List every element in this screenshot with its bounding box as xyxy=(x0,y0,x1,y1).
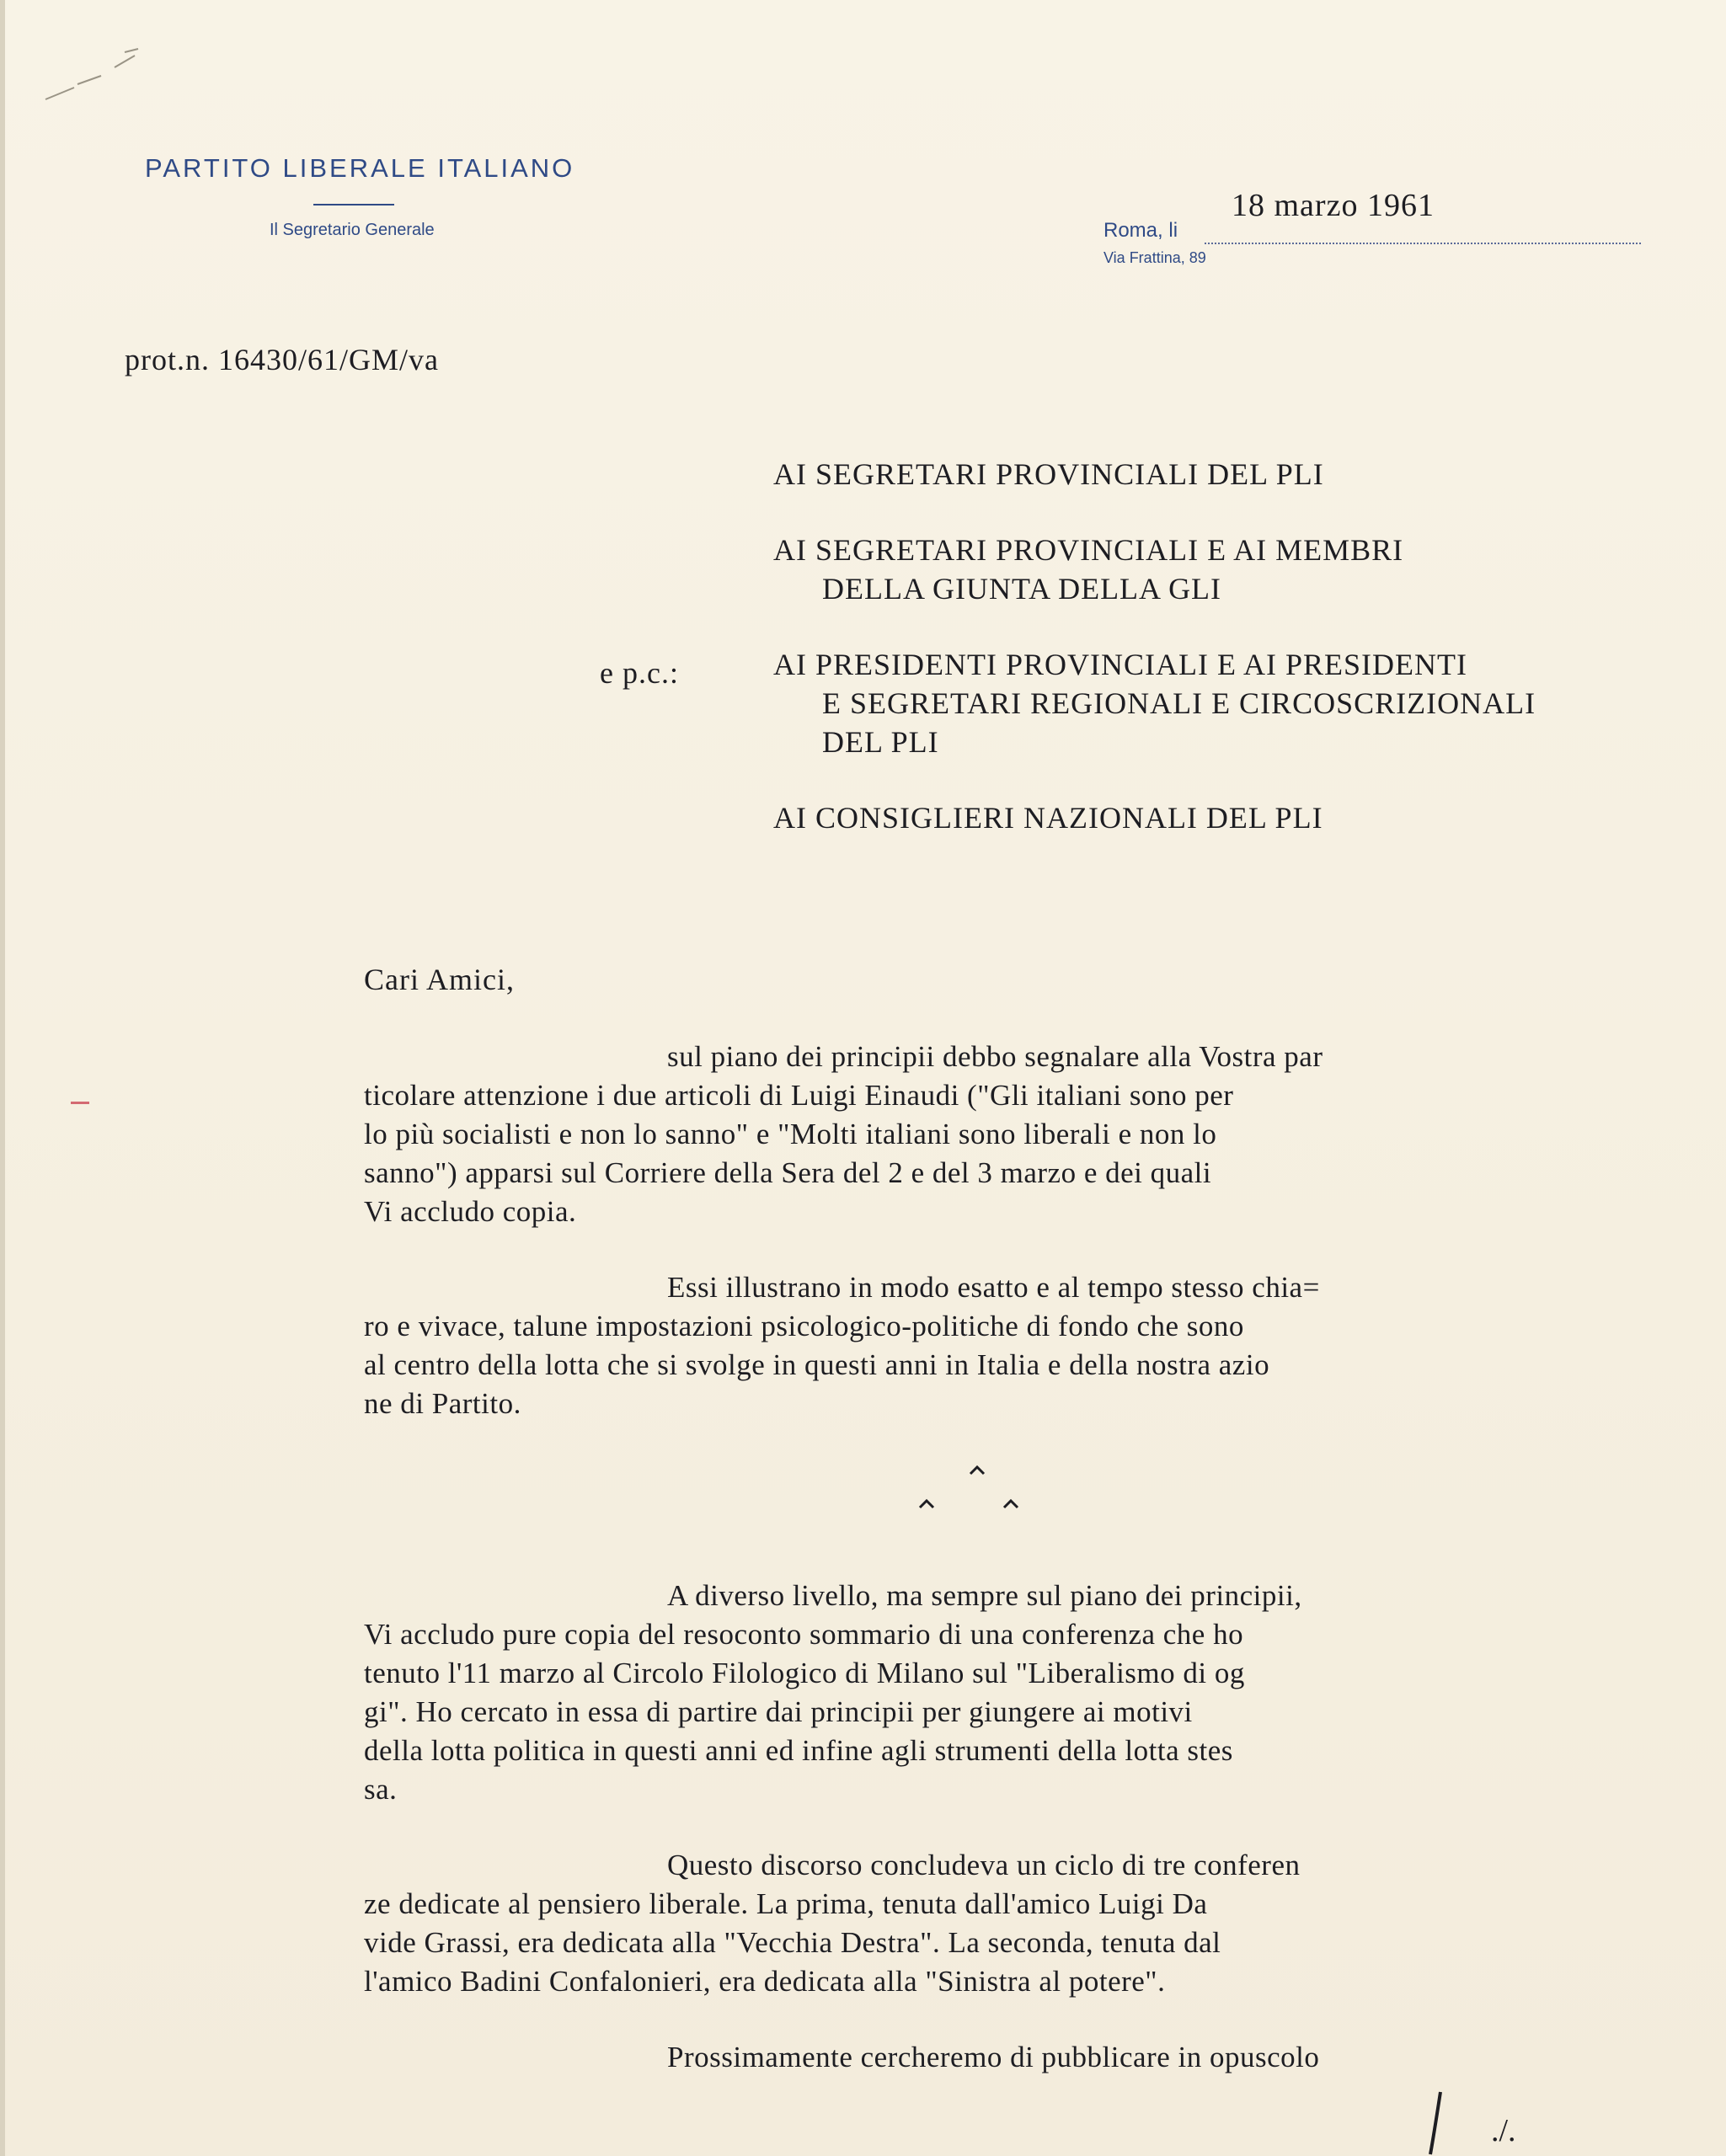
recipient-line: DEL PLI xyxy=(822,725,939,759)
protocol-number: prot.n. 16430/61/GM/va xyxy=(125,343,439,376)
body-line: Vi accludo copia. xyxy=(364,1195,577,1228)
recipient-group xyxy=(773,455,1708,494)
date-dotted-line xyxy=(1205,243,1641,244)
paragraph-3 xyxy=(364,1577,1619,1809)
body-line: sa. xyxy=(364,1773,398,1806)
recipient-line: AI SEGRETARI PROVINCIALI E AI MEMBRI xyxy=(773,533,1404,567)
recipient-line: AI SEGRETARI PROVINCIALI DEL PLI xyxy=(773,457,1324,491)
body-line: lo più socialisti e non lo sanno" e "Molti italiani sono liberali e non lo xyxy=(364,1118,1217,1150)
body-line: tenuto l'11 marzo al Circolo Filologico di Milano sul "Liberalismo di og xyxy=(364,1657,1245,1689)
body-line: della lotta politica in questi anni ed infine agli strumenti della lotta stes xyxy=(364,1734,1233,1767)
letterhead-role: Il Segretario Generale xyxy=(270,221,435,239)
recipients-list xyxy=(773,455,1708,874)
body-line: vide Grassi, era dedicata alla "Vecchia Destra". La seconda, tenuta dal xyxy=(364,1926,1221,1959)
continuation-text: ./. xyxy=(1491,2113,1516,2148)
body-line: ro e vivace, talune impostazioni psicologico-politiche di fondo che sono xyxy=(364,1310,1244,1342)
body-line: sul piano dei principii debbo segnalare alla Vostra par xyxy=(667,1040,1323,1073)
paragraph-1 xyxy=(364,1038,1619,1231)
body-line: ze dedicate al pensiero liberale. La prima, tenuta dall'amico Luigi Da xyxy=(364,1887,1208,1920)
letterhead-party-name: PARTITO LIBERALE ITALIANO xyxy=(145,153,575,183)
place-label: Roma, li xyxy=(1103,219,1178,242)
body-line: Vi accludo pure copia del resoconto sommario di una conferenza che ho xyxy=(364,1618,1244,1651)
body-line: Prossimamente cercheremo di pubblicare in opuscolo xyxy=(667,2041,1320,2073)
body-line: Questo discorso concludeva un ciclo di tre conferen xyxy=(667,1849,1301,1881)
continuation-mark xyxy=(1381,2089,1567,2156)
body-line: ticolare attenzione i due articoli di Luigi Einaudi ("Gli italiani sono per xyxy=(364,1079,1234,1112)
body-line: sanno") apparsi sul Corriere della Sera del 2 e del 3 marzo e dei quali xyxy=(364,1156,1212,1189)
body-line: al centro della lotta che si svolge in questi anni in Italia e della nostra azio xyxy=(364,1348,1270,1381)
letterhead-address: Via Frattina, 89 xyxy=(1103,249,1206,266)
recipient-line: E SEGRETARI REGIONALI E CIRCOSCRIZIONALI xyxy=(822,686,1536,720)
epc-label: e p.c.: xyxy=(600,656,679,690)
page-edge-shadow xyxy=(0,0,5,2156)
body-line: ne di Partito. xyxy=(364,1387,521,1420)
letter-date: 18 marzo 1961 xyxy=(1232,188,1435,223)
salutation: Cari Amici, xyxy=(364,963,515,996)
recipient-line: AI PRESIDENTI PROVINCIALI E AI PRESIDENTI xyxy=(773,648,1467,681)
paragraph-5 xyxy=(364,2038,1619,2077)
body-line: l'amico Badini Confalonieri, era dedicata alla "Sinistra al potere". xyxy=(364,1965,1166,1998)
recipient-group xyxy=(773,798,1708,837)
recipient-line: AI CONSIGLIERI NAZIONALI DEL PLI xyxy=(773,801,1323,835)
margin-dash-mark xyxy=(71,1102,89,1104)
body-line: A diverso livello, ma sempre sul piano dei principii, xyxy=(667,1579,1302,1612)
letterhead-rule xyxy=(313,204,394,205)
corner-pen-mark xyxy=(40,45,142,104)
section-separator-marks xyxy=(910,1455,1045,1514)
paragraph-4 xyxy=(364,1846,1619,2001)
recipient-group xyxy=(773,645,1708,761)
recipient-line: DELLA GIUNTA DELLA GLI xyxy=(822,572,1222,606)
paragraph-2 xyxy=(364,1268,1619,1423)
body-line: Essi illustrano in modo esatto e al tempo stesso chia= xyxy=(667,1271,1320,1304)
recipient-group xyxy=(773,531,1708,608)
body-line: gi". Ho cercato in essa di partire dai principii per giungere ai motivi xyxy=(364,1695,1193,1728)
